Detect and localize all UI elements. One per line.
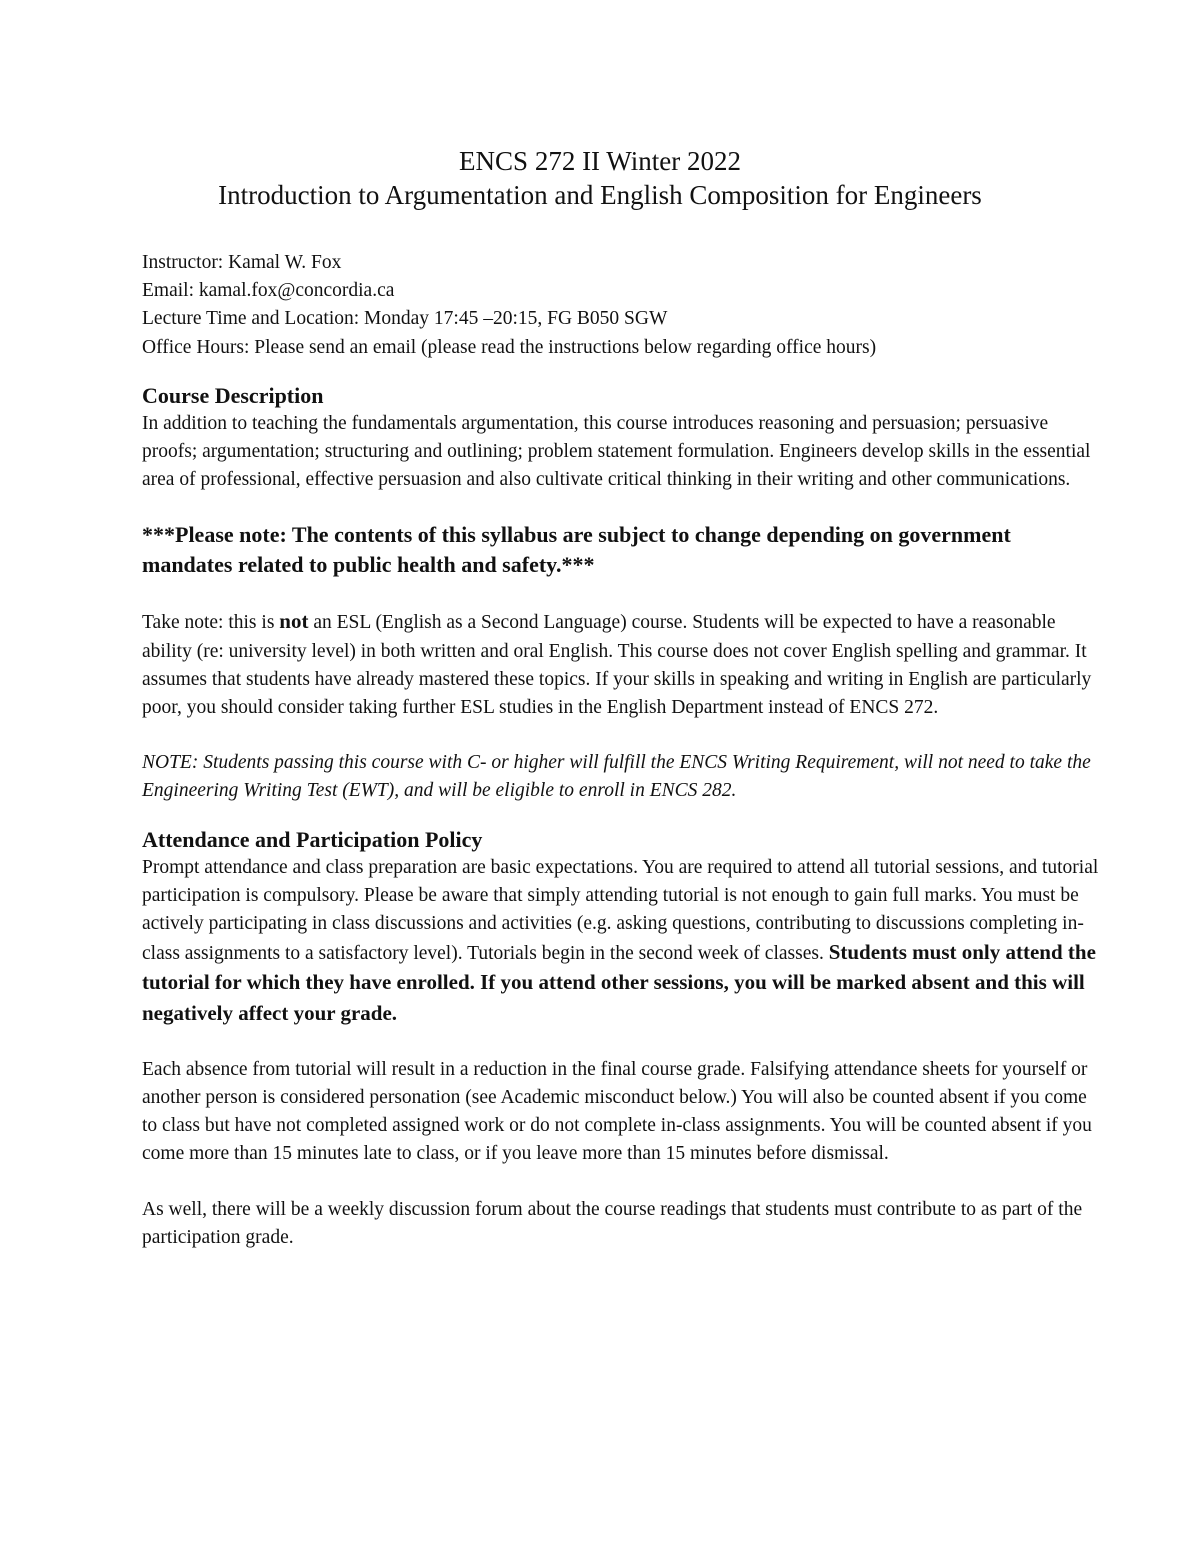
absence-paragraph: Each absence from tutorial will result in a reduction in the final course grade. Falsifying attendance sheets for yourself or another person is considered personation (see Academic misconduct below.) You will also be counted absent if you come to class but have not completed assigned work or do not complete in-class assignments. You will be counted absent if you come more than 15 minutes late to class, or if you leave more than 15 minutes before dismissal. [142,1058,1092,1165]
esl-note-after: an ESL (English as a Second Language) course. Students will be expected to have a reasonable ability (re: university level) in both written and oral English. This course does not cover English spelling and grammar. It assumes that students have already mastered these topics. If your skills in speaking and writing in English are particularly poor, you should consider taking further ESL studies in the English Department instead of ENCS 272. [142,612,1092,719]
syllabus-content [142,249,1102,1252]
instructor-line: Instructor: Kamal W. Fox [142,252,342,273]
attendance-text: Prompt attendance and class preparation are basic expectations. You are required to attend all tutorial sessions, and tutorial participation is compulsory. Please be aware that simply attending tutorial is not enough to gain full marks. You must be actively participating in class discussions and activities (e.g. asking questions, contributing to discussions completing in-class assignments to a satisfactory level). Tutorials begin in the second week of classes. [142,856,1099,965]
course-description-text: In addition to teaching the fundamentals argumentation, this course introduces reasoning and persuasion; persuasive proofs; argumentation; structuring and outlining; problem statement formulation. Engineers develop skills in the essential area of professional, effective persuasion and also cultivate critical thinking in their writing and other communications. [142,412,1091,491]
course-description-heading: Course Description [142,382,324,408]
esl-note-before: Take note: this is [142,612,280,634]
title-block [0,144,1200,212]
attendance-warning: Students must only attend the tutorial for which they have enrolled. If you attend other sessions, you will be marked absent and this will negatively affect your grade. [142,940,1096,1025]
office-hours-line: Office Hours: Please send an email (please read the instructions below regarding office hours) [142,336,877,358]
esl-note-paragraph [142,607,1102,722]
lecture-line: Lecture Time and Location: Monday 17:45 –20:15, FG B050 SGW [142,308,668,330]
email-line: Email: kamal.fox@concordia.ca [142,280,395,302]
esl-note-emphasis: not [279,609,309,634]
forum-paragraph: As well, there will be a weekly discussion forum about the course readings that students must contribute to as part of the participation grade. [142,1198,1083,1248]
course-info [142,249,1102,362]
writing-requirement-note: NOTE: Students passing this course with C- or higher will fulfill the ENCS Writing Requirement, will not need to take the Engineering Writing Test (EWT), and will be eligible to enroll in ENCS 282. [142,752,1091,802]
course-code-title: ENCS 272 II Winter 2022 [459,146,741,176]
attendance-paragraph [142,854,1102,1029]
course-full-title: Introduction to Argumentation and English Composition for Engineers [218,180,982,210]
attendance-heading: Attendance and Participation Policy [142,826,483,852]
syllabus-change-notice: ***Please note: The contents of this syllabus are subject to change depending on government mandates related to public health and safety.*** [142,522,1011,578]
